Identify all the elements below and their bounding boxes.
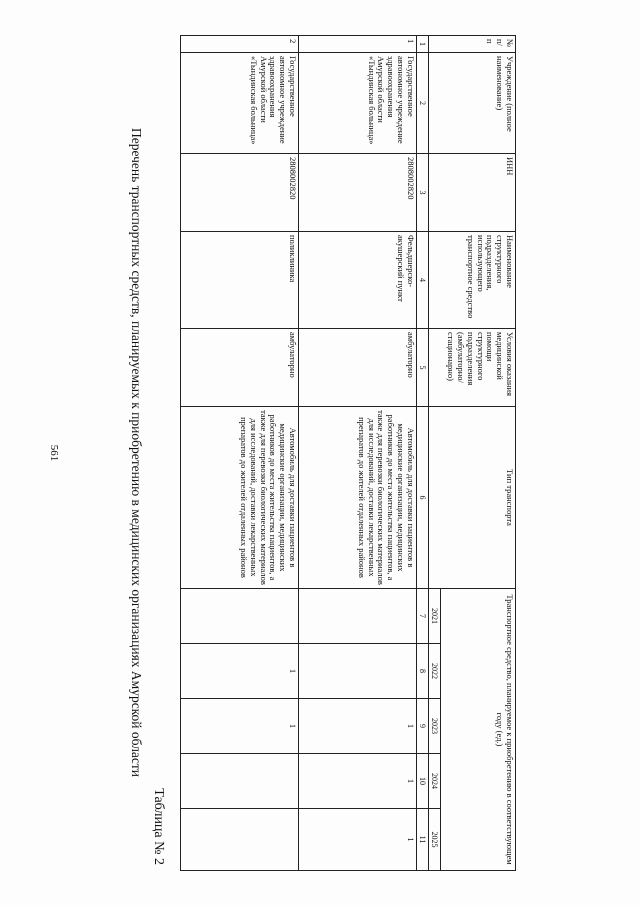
column-number: 2 — [416, 53, 428, 154]
column-number: 8 — [416, 644, 428, 699]
row-unit: поликлиника — [181, 232, 299, 329]
header-year: 2022 — [428, 644, 440, 699]
column-number: 6 — [416, 407, 428, 589]
header-institution: Учреждение (полное наименование) — [428, 53, 515, 154]
row-institution: Государственное автономное учреждение здравоохранения Амурской области «Тындинская больница» — [181, 53, 299, 154]
transport-table — [180, 35, 516, 871]
header-year: 2023 — [428, 699, 440, 754]
row-unit: Фельдшерско-акушерский пункт — [298, 232, 416, 329]
column-number: 1 — [416, 36, 428, 53]
header-transport-type: Тип транспорта — [428, 407, 515, 589]
row-transport-type: Автомобиль для доставки пациентов в медицинские организации, медицинских работников до места жительства пациентов, а также для перевозки биологических материалов для исследований, доставки лекарственных препаратов до жителей отдаленных районов — [298, 407, 416, 589]
column-number: 11 — [416, 809, 428, 871]
header-unit: Наименование структурного подразделения, использующего транспортное средство — [428, 232, 515, 329]
row-num: 1 — [298, 36, 416, 53]
row-year-value: 1 — [298, 699, 416, 754]
column-number: 10 — [416, 754, 428, 809]
row-conditions: амбулаторно — [181, 329, 299, 407]
table-label: Таблица № 2 — [151, 788, 166, 865]
row-year-value — [181, 809, 299, 871]
document-title: Перечень транспортных средств, планируемых к приобретению в медицинских организациях Амурской области — [129, 127, 144, 778]
header-inn: ИНН — [428, 154, 515, 232]
header-year: 2021 — [428, 589, 440, 644]
column-number: 4 — [416, 232, 428, 329]
header-num: № п/п — [428, 36, 515, 53]
row-inn: 2808002820 — [181, 154, 299, 232]
header-planned: Транспортное средство, планируемое к приобретению в соответствующем году (ед.) — [441, 589, 516, 871]
row-year-value — [298, 644, 416, 699]
table-row — [181, 36, 299, 871]
row-conditions: амбулаторно — [298, 329, 416, 407]
row-year-value — [181, 589, 299, 644]
row-year-value — [298, 589, 416, 644]
row-year-value — [181, 754, 299, 809]
header-year: 2025 — [428, 809, 440, 871]
page-number: 561 — [48, 444, 60, 462]
row-transport-type: Автомобиль для доставки пациентов в медицинские организации, медицинских работников до места жительства пациентов, а также для перевозки биологических материалов для исследований, доставки лекарственных препаратов до жителей отдаленных районов — [181, 407, 299, 589]
header-conditions: Условия оказания медицинской помощи структурного подразделения (амбулаторно/ стационарно) — [428, 329, 515, 407]
column-number: 3 — [416, 154, 428, 232]
row-year-value: 1 — [298, 809, 416, 871]
header-year: 2024 — [428, 754, 440, 809]
column-number: 5 — [416, 329, 428, 407]
row-year-value: 1 — [181, 699, 299, 754]
column-number: 7 — [416, 589, 428, 644]
row-inn: 2808002820 — [298, 154, 416, 232]
table-row — [298, 36, 416, 871]
row-num: 2 — [181, 36, 299, 53]
row-year-value: 1 — [181, 644, 299, 699]
row-institution: Государственное автономное учреждение здравоохранения Амурской области «Тындинская больница» — [298, 53, 416, 154]
row-year-value: 1 — [298, 754, 416, 809]
column-number: 9 — [416, 699, 428, 754]
